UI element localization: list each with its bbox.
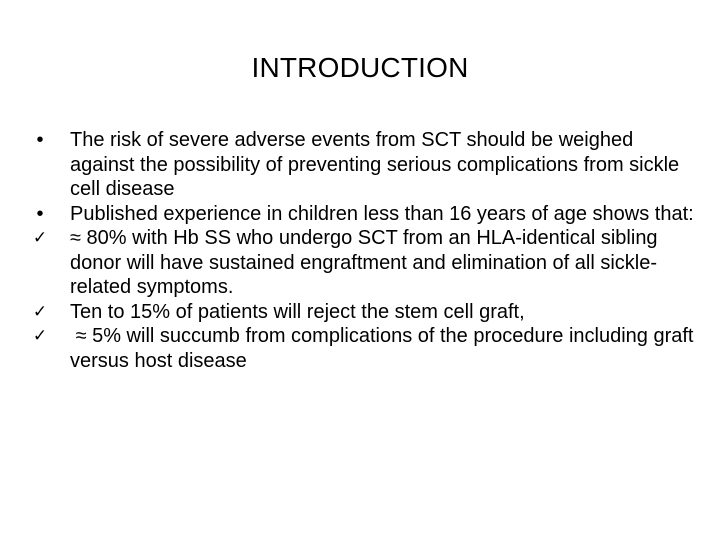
list-item (30, 324, 700, 373)
list-item-text: Published experience in children less than 16 years of age shows that: (70, 202, 694, 225)
list-item (30, 202, 700, 227)
list-item (30, 300, 700, 325)
bullet-icon: • (36, 129, 44, 151)
checkmark-icon: ✓ (32, 326, 48, 345)
list-item-text: The risk of severe adverse events from SCT should be weighed against the possibility of preventing serious complications from sickle cell disease (70, 129, 680, 200)
list-item (30, 128, 700, 202)
bullet-icon: • (36, 202, 44, 225)
list-item-text: ≈ 80% with Hb SS who undergo SCT from an HLA-identical sibling donor will have sustained engraftment and elimination of all sickle-related symptoms. (70, 227, 658, 298)
list-item-text: ≈ 5% will succumb from complications of the procedure including graft versus host disease (70, 325, 700, 372)
list-item (30, 226, 700, 300)
checkmark-icon: ✓ (32, 301, 48, 321)
list-item-text: Ten to 15% of patients will reject the stem cell graft, (70, 300, 525, 323)
checkmark-icon: ✓ (32, 228, 48, 247)
slide-title: INTRODUCTION (251, 52, 469, 83)
bullet-list (30, 128, 700, 373)
